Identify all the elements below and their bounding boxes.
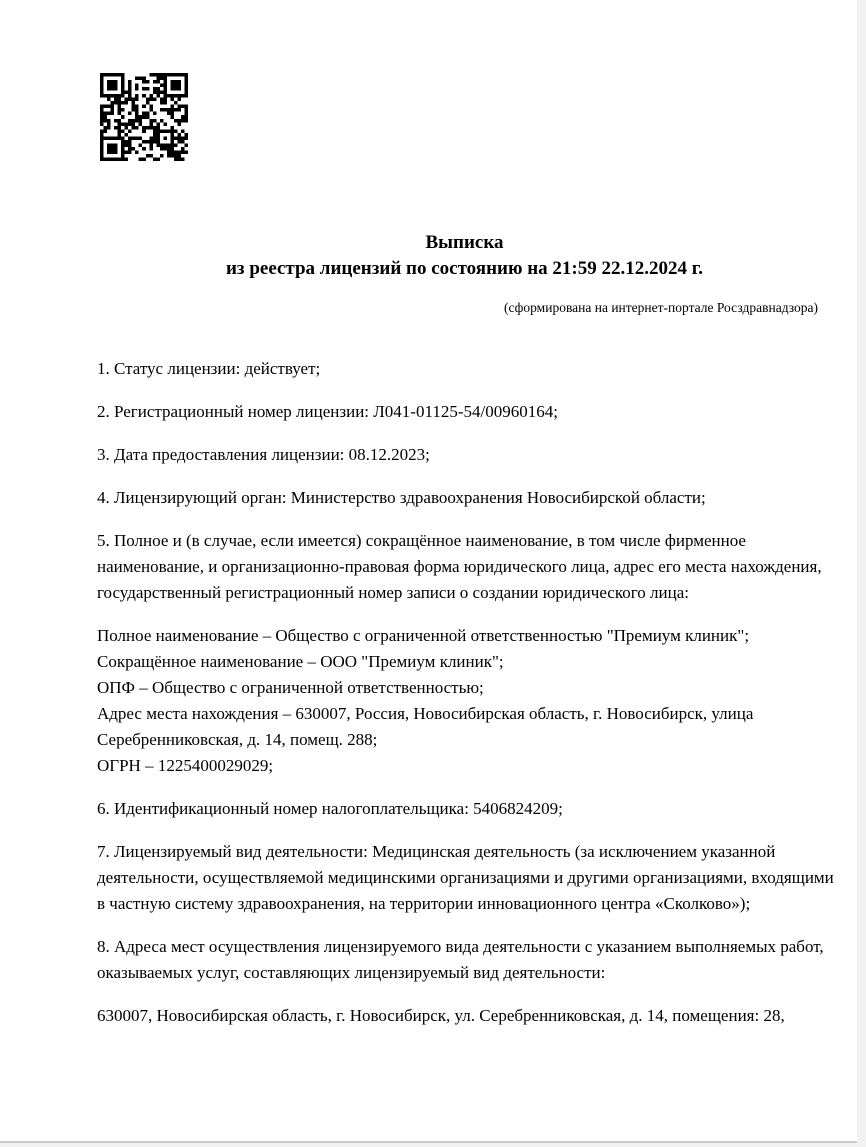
text-line: 2. Регистрационный номер лицензии: Л041-01125-54/00960164; [97, 402, 558, 421]
para-grant-date [97, 442, 834, 468]
para-activity [97, 839, 834, 917]
para-org-details [97, 623, 834, 779]
text-line: 6. Идентификационный номер налогоплательщика: 5406824209; [97, 799, 563, 818]
para-reg-number [97, 399, 834, 425]
viewer-edge-bottom [0, 1141, 857, 1147]
page-title-line1: Выписка [425, 232, 504, 253]
text-line: Полное наименование – Общество с ограниченной ответственностью "Премиум клиник"; [97, 626, 750, 645]
page-subtitle: (сформирована на интернет-портале Росздравнадзора) [503, 300, 818, 315]
viewer-edge-right [857, 0, 866, 1147]
para-status [97, 356, 834, 382]
para-org-heading [97, 528, 834, 606]
page-title-line2: из реестра лицензий по состоянию на 21:59 22.12.2024 г. [225, 258, 703, 279]
text-line: ОГРН – 1225400029029; [97, 756, 274, 775]
para-addresses-heading [97, 934, 834, 986]
text-line: Адрес места нахождения – 630007, Россия, Новосибирская область, г. Новосибирск, улица Серебренниковская, д. 14, помещ. 288; [97, 704, 754, 749]
para-authority [97, 485, 834, 511]
text-line: Сокращённое наименование – ООО "Премиум клиник"; [97, 652, 504, 671]
qr-code [100, 73, 188, 161]
text-line: 7. Лицензируемый вид деятельности: Медицинская деятельность (за исключением указанной деятельности, осуществляемой медицинскими организациями и другими организациями, входящими в частную систему здравоохранения, на территории инновационного центра «Сколково»); [97, 842, 834, 913]
page-title [97, 230, 832, 282]
para-address [97, 1003, 834, 1029]
document-body [97, 356, 834, 1046]
text-line: 5. Полное и (в случае, если имеется) сокращённое наименование, в том числе фирменное наименование, и организационно-правовая форма юридического лица, адрес его места нахождения, государственный регистрационный номер записи о создании юридического лица: [97, 531, 822, 602]
text-line: 4. Лицензирующий орган: Министерство здравоохранения Новосибирской области; [97, 488, 706, 507]
text-line: 630007, Новосибирская область, г. Новосибирск, ул. Серебренниковская, д. 14, помещения: 28, [97, 1006, 785, 1025]
text-line: 8. Адреса мест осуществления лицензируемого вида деятельности с указанием выполняемых работ, оказываемых услуг, составляющих лицензируемый вид деятельности: [97, 937, 824, 982]
text-line: 1. Статус лицензии: действует; [97, 359, 321, 378]
text-line: 3. Дата предоставления лицензии: 08.12.2023; [97, 445, 430, 464]
text-line: ОПФ – Общество с ограниченной ответственностью; [97, 678, 484, 697]
para-inn [97, 796, 834, 822]
